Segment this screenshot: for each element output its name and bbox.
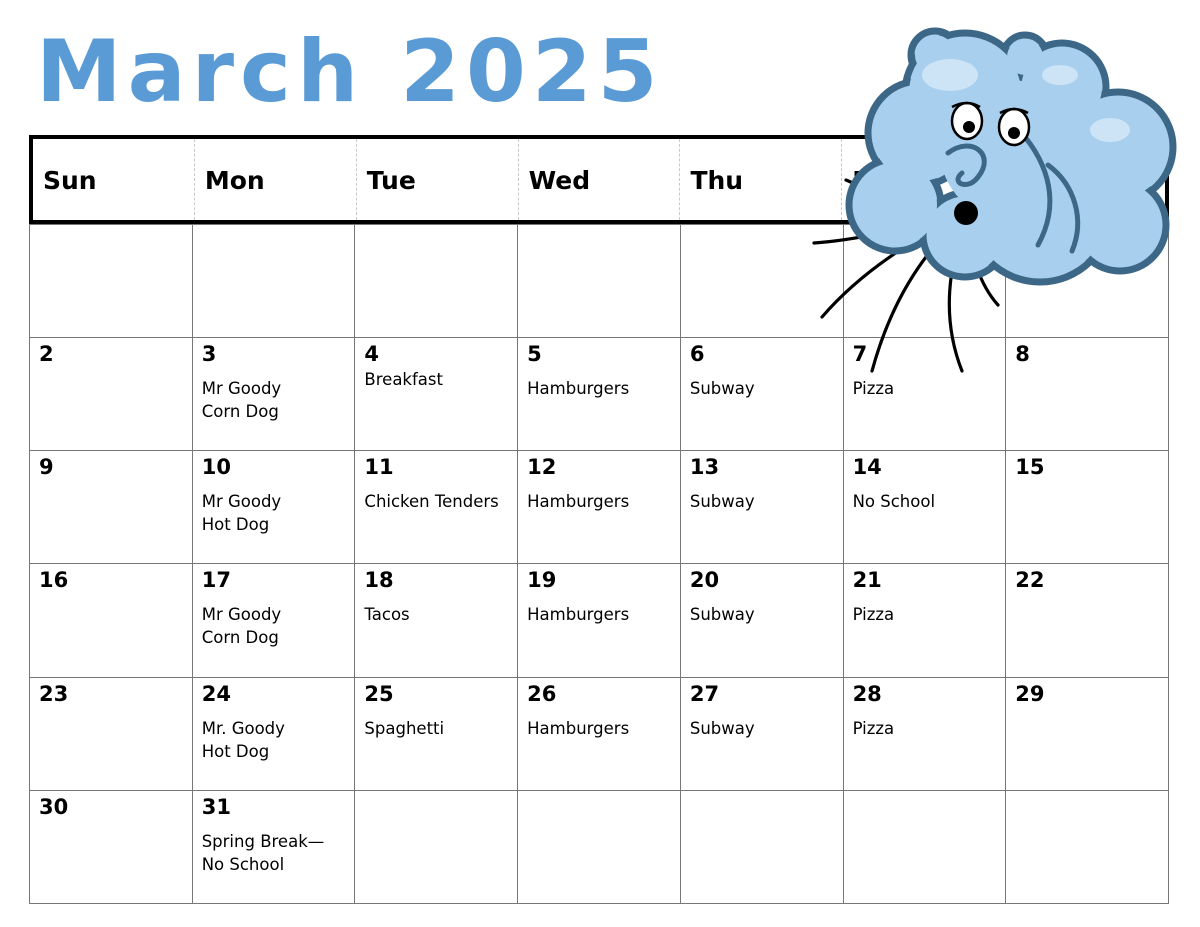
blowing-wind-cloud-icon bbox=[800, 15, 1190, 385]
day-number: 15 bbox=[1015, 455, 1045, 480]
day-number: 10 bbox=[201, 455, 231, 480]
day-number: 31 bbox=[201, 794, 231, 819]
lunch-menu-item: Pizza bbox=[852, 605, 895, 625]
calendar-day-cell bbox=[355, 225, 518, 338]
calendar-day-cell bbox=[1006, 678, 1169, 791]
lunch-menu-item: Hamburgers bbox=[527, 605, 630, 625]
day-number: 17 bbox=[201, 568, 231, 593]
day-number: 26 bbox=[527, 681, 557, 706]
lunch-menu-item: Mr Goody Hot Dog bbox=[201, 492, 282, 535]
calendar-day-cell bbox=[193, 678, 356, 791]
weekday-thu: Thu bbox=[679, 139, 841, 220]
calendar-day-cell bbox=[355, 564, 518, 677]
day-number: 8 bbox=[1015, 342, 1030, 367]
cloud-fill-cover bbox=[853, 35, 1169, 278]
day-number: 28 bbox=[852, 681, 882, 706]
lunch-menu-item: Pizza bbox=[852, 718, 895, 738]
day-number: 23 bbox=[39, 681, 69, 706]
day-number: 25 bbox=[364, 681, 394, 706]
calendar-day-cell bbox=[844, 451, 1007, 564]
day-number: 20 bbox=[689, 568, 720, 593]
day-number: 9 bbox=[39, 455, 54, 480]
cloud-mouth bbox=[954, 201, 978, 225]
calendar-day-cell bbox=[355, 678, 518, 791]
lunch-menu-item: Spring Break— No School bbox=[201, 831, 325, 874]
day-number: 13 bbox=[689, 455, 720, 480]
lunch-menu-item: Subway bbox=[689, 605, 755, 625]
calendar-day-cell bbox=[518, 451, 681, 564]
lunch-menu-item: Mr. Goody Hot Dog bbox=[201, 718, 285, 761]
page-title: March 2025 bbox=[36, 22, 664, 122]
weekday-tue: Tue bbox=[356, 139, 518, 220]
day-number: 27 bbox=[689, 681, 720, 706]
lunch-menu-item: Tacos bbox=[364, 605, 410, 625]
day-number: 2 bbox=[39, 342, 54, 367]
calendar-day-cell bbox=[681, 678, 844, 791]
calendar-day-cell bbox=[30, 225, 193, 338]
day-number: 19 bbox=[527, 568, 557, 593]
lunch-menu-item: Spaghetti bbox=[364, 718, 445, 738]
calendar-day-cell bbox=[681, 451, 844, 564]
calendar-day-cell bbox=[355, 338, 518, 451]
calendar-day-cell bbox=[518, 791, 681, 904]
day-number: 16 bbox=[39, 568, 69, 593]
calendar-day-cell bbox=[518, 678, 681, 791]
calendar-day-cell bbox=[193, 791, 356, 904]
lunch-menu-item: Hamburgers bbox=[527, 379, 630, 399]
day-number: 5 bbox=[527, 342, 542, 367]
calendar-day-cell bbox=[681, 564, 844, 677]
calendar-day-cell bbox=[518, 225, 681, 338]
day-number: 24 bbox=[201, 681, 231, 706]
day-number: 21 bbox=[852, 568, 882, 593]
calendar-day-cell bbox=[1006, 564, 1169, 677]
day-number: 18 bbox=[364, 568, 394, 593]
calendar-day-cell bbox=[844, 564, 1007, 677]
calendar-day-cell bbox=[681, 791, 844, 904]
calendar-day-cell bbox=[30, 791, 193, 904]
calendar-day-cell bbox=[355, 451, 518, 564]
lunch-menu-item: Subway bbox=[689, 718, 755, 738]
day-number: 14 bbox=[852, 455, 882, 480]
calendar-day-cell bbox=[193, 225, 356, 338]
calendar-day-cell bbox=[518, 564, 681, 677]
calendar-day-cell bbox=[30, 564, 193, 677]
lunch-menu-item: Breakfast bbox=[364, 370, 443, 390]
day-number: 12 bbox=[527, 455, 557, 480]
lunch-menu-item: Chicken Tenders bbox=[364, 492, 499, 512]
day-number: 30 bbox=[39, 794, 69, 819]
calendar-day-cell bbox=[518, 338, 681, 451]
day-number: 11 bbox=[364, 455, 394, 480]
day-number: 22 bbox=[1015, 568, 1045, 593]
lunch-menu-item: Mr Goody Corn Dog bbox=[201, 605, 282, 648]
day-number: 7 bbox=[852, 342, 868, 367]
calendar-day-cell bbox=[1006, 451, 1169, 564]
lunch-menu-item: Subway bbox=[689, 379, 755, 399]
day-number: 29 bbox=[1015, 681, 1045, 706]
calendar-day-cell bbox=[30, 451, 193, 564]
calendar-day-cell bbox=[1006, 791, 1169, 904]
lunch-menu-item: Mr Goody Corn Dog bbox=[201, 379, 282, 422]
calendar-day-cell bbox=[844, 678, 1007, 791]
lunch-menu-item: Hamburgers bbox=[527, 492, 630, 512]
weekday-sun: Sun bbox=[43, 166, 97, 195]
weekday-wed: Wed bbox=[518, 139, 680, 220]
lunch-menu-item: Subway bbox=[689, 492, 755, 512]
lunch-menu-item: Pizza bbox=[852, 379, 895, 399]
calendar-day-cell bbox=[193, 451, 356, 564]
calendar-day-cell bbox=[193, 564, 356, 677]
lunch-menu-item: Hamburgers bbox=[527, 718, 630, 738]
calendar-day-cell bbox=[30, 338, 193, 451]
day-number: 6 bbox=[689, 342, 705, 367]
calendar-day-cell bbox=[193, 338, 356, 451]
calendar-day-cell bbox=[355, 791, 518, 904]
day-number: 3 bbox=[201, 342, 217, 367]
weekday-mon: Mon bbox=[194, 139, 356, 220]
calendar-day-cell bbox=[30, 678, 193, 791]
day-number: 4 bbox=[364, 342, 380, 367]
lunch-menu-item: No School bbox=[852, 492, 936, 512]
calendar-day-cell bbox=[844, 791, 1007, 904]
